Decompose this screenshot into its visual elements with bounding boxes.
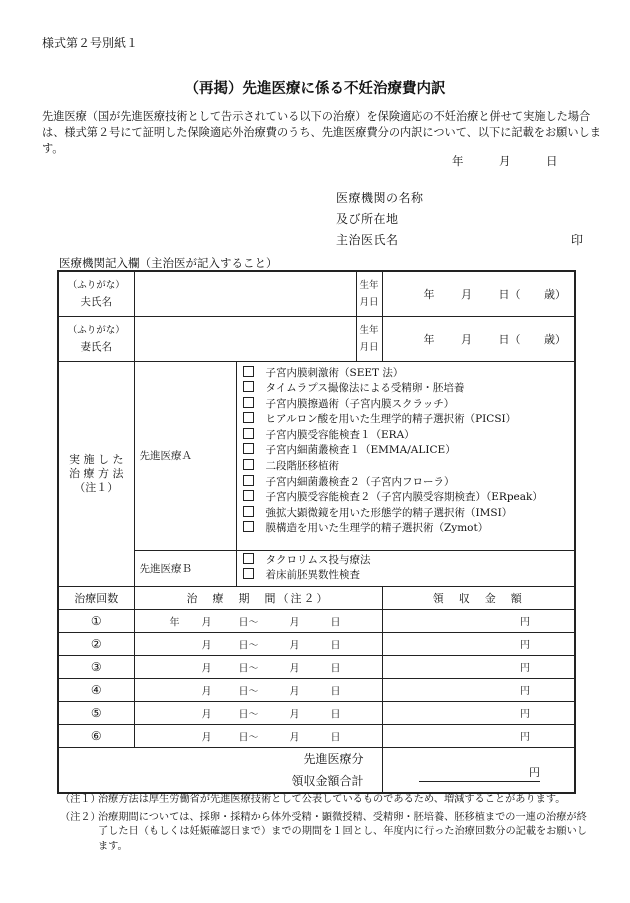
wife-name-label: 妻氏名 bbox=[80, 340, 112, 353]
total-row bbox=[58, 747, 575, 793]
method-a-row bbox=[58, 361, 575, 550]
treatment-period-field[interactable]: 月 日～ 月 日 bbox=[134, 678, 382, 701]
medical-form-table bbox=[57, 270, 576, 794]
col-period-header: 治 療 期 間（注２） bbox=[134, 586, 382, 609]
wife-row bbox=[58, 316, 575, 361]
total-label-2: 領収金額合計 bbox=[291, 773, 364, 788]
method-a-item[interactable]: ヒアルロン酸を用いた生理学的精子選択術（PICSI） bbox=[243, 412, 575, 428]
checkbox[interactable] bbox=[243, 568, 254, 579]
method-a-item[interactable]: 子宮内細菌叢検査２（子宮内フローラ） bbox=[243, 475, 575, 491]
method-b-item[interactable]: タクロリムス投与療法 bbox=[243, 553, 575, 569]
checkbox[interactable] bbox=[243, 428, 254, 439]
husband-name-label: 夫氏名 bbox=[80, 295, 112, 308]
col-count-header: 治療回数 bbox=[58, 586, 134, 609]
method-label-1: 実 施 し た bbox=[69, 452, 124, 466]
method-a-item[interactable]: 二段階胚移植術 bbox=[243, 459, 575, 475]
method-b-list bbox=[236, 550, 575, 586]
husband-birth-label-2: 月日 bbox=[359, 296, 379, 308]
col-amount-header: 領 収 金 額 bbox=[382, 586, 575, 609]
treatment-row bbox=[58, 724, 575, 747]
checkbox[interactable] bbox=[243, 475, 254, 486]
husband-row bbox=[58, 271, 575, 316]
institution-name-label: 医療機関の名称 bbox=[336, 191, 424, 205]
total-yen-label: 円 bbox=[529, 765, 540, 779]
treatment-number: ② bbox=[58, 632, 134, 655]
method-label-cell bbox=[58, 361, 134, 586]
husband-birth-label-cell bbox=[356, 271, 382, 316]
wife-furigana-label: （ふりがな） bbox=[67, 324, 125, 336]
checkbox[interactable] bbox=[243, 381, 254, 392]
treatment-number: ③ bbox=[58, 655, 134, 678]
treatment-row bbox=[58, 678, 575, 701]
note-2: （注２） 治療期間については、採卵・採精から体外受精・顕微授精、受精卵・胚培養、胚移植までの一連の治療が終了した日（もしくは妊娠確認日まで）までの期間を１回とし、年度内に行った治療回数分の記載をお願いします。 bbox=[60, 811, 587, 852]
method-a-item[interactable]: 子宮内膜刺激術（SEET 法） bbox=[243, 366, 575, 382]
date-day-label: 日 bbox=[546, 154, 558, 168]
checkbox[interactable] bbox=[243, 366, 254, 377]
husband-furigana-label: （ふりがな） bbox=[67, 279, 125, 291]
wife-name-label-cell bbox=[58, 316, 134, 361]
treatment-period-field[interactable]: 月 日～ 月 日 bbox=[134, 655, 382, 678]
husband-birth-date-field[interactable] bbox=[382, 271, 575, 316]
method-a-item[interactable]: 膜構造を用いた生理学的精子選択術（Zymot） bbox=[243, 521, 575, 537]
treatment-period-field[interactable]: 月 日～ 月 日 bbox=[134, 724, 382, 747]
total-label-cell bbox=[58, 747, 382, 793]
treatment-number: ④ bbox=[58, 678, 134, 701]
treatment-amount-field[interactable]: 円 bbox=[382, 632, 575, 655]
total-amount-field[interactable] bbox=[382, 747, 575, 793]
husband-name-field[interactable] bbox=[134, 271, 356, 316]
method-a-item[interactable]: 子宮内膜擦過術（子宮内膜スクラッチ） bbox=[243, 397, 575, 413]
method-a-item[interactable]: 強拡大顕微鏡を用いた形態学的精子選択術（IMSI） bbox=[243, 506, 575, 522]
method-a-item[interactable]: 子宮内細菌叢検査１（EMMA/ALICE） bbox=[243, 443, 575, 459]
method-b-row bbox=[58, 550, 575, 586]
treatment-amount-field[interactable]: 円 bbox=[382, 678, 575, 701]
checkbox[interactable] bbox=[243, 459, 254, 470]
date-year-label: 年 bbox=[452, 154, 464, 168]
treatment-amount-field[interactable]: 円 bbox=[382, 655, 575, 678]
treatment-amount-field[interactable]: 円 bbox=[382, 701, 575, 724]
total-underline bbox=[419, 781, 541, 782]
treatment-amount-field[interactable]: 円 bbox=[382, 609, 575, 632]
checkbox[interactable] bbox=[243, 553, 254, 564]
method-a-item[interactable]: 子宮内膜受容能検査２（子宮内膜受容期検査）（ERpeak） bbox=[243, 490, 575, 506]
wife-birth-year: 年 bbox=[423, 332, 435, 346]
form-id: 様式第２号別紙１ bbox=[42, 36, 139, 50]
notes bbox=[60, 793, 590, 854]
treatment-number: ⑥ bbox=[58, 724, 134, 747]
checkbox[interactable] bbox=[243, 506, 254, 517]
wife-birth-label-1: 生年 bbox=[359, 324, 379, 336]
husband-birth-year: 年 bbox=[423, 287, 435, 301]
treatment-number: ⑤ bbox=[58, 701, 134, 724]
checkbox[interactable] bbox=[243, 443, 254, 454]
section-label: 医療機関記入欄（主治医が記入すること） bbox=[59, 256, 278, 270]
wife-birth-label-2: 月日 bbox=[359, 341, 379, 353]
checkbox[interactable] bbox=[243, 521, 254, 532]
treatment-header-row bbox=[58, 586, 575, 609]
treatment-row bbox=[58, 609, 575, 632]
wife-birth-date-field[interactable] bbox=[382, 316, 575, 361]
intro-text: 先進医療（国が先進医療技術として告示されている以下の治療）を保険適応の不妊治療と併せて実施した場合は、様式第２号にて証明した保険適応外治療費のうち、先進医療費分の内訳について、以下に記載をお願いします。 bbox=[42, 110, 601, 155]
husband-age: 歳） bbox=[544, 287, 566, 301]
husband-birth-day: 日（ bbox=[498, 287, 521, 301]
note-1: （注１） 治療方法は厚生労働省が先進医療技術として公表しているものであるため、増減することがあります。 bbox=[60, 794, 566, 805]
date-month-label: 月 bbox=[499, 154, 511, 168]
total-label-1: 先進医療分 bbox=[303, 751, 364, 766]
husband-birth-month: 月 bbox=[461, 287, 472, 301]
treatment-row bbox=[58, 632, 575, 655]
wife-age: 歳） bbox=[544, 332, 566, 346]
wife-birth-label-cell bbox=[356, 316, 382, 361]
treatment-period-field[interactable]: 月 日～ 月 日 bbox=[134, 701, 382, 724]
institution-address-label: 及び所在地 bbox=[336, 212, 399, 226]
treatment-period-field[interactable]: 年 月 日～ 月 日 bbox=[134, 609, 382, 632]
wife-birth-day: 日（ bbox=[498, 332, 521, 346]
treatment-row bbox=[58, 655, 575, 678]
treatment-number: ① bbox=[58, 609, 134, 632]
wife-name-field[interactable] bbox=[134, 316, 356, 361]
wife-birth-month: 月 bbox=[461, 332, 472, 346]
method-b-item[interactable]: 着床前胚異数性検査 bbox=[243, 568, 575, 584]
treatment-period-field[interactable]: 月 日～ 月 日 bbox=[134, 632, 382, 655]
doctor-name-label: 主治医氏名 bbox=[336, 233, 399, 247]
method-label-2: 治 療 方 法 bbox=[69, 466, 124, 480]
seal-mark: 印 bbox=[571, 233, 584, 247]
method-a-item[interactable]: 子宮内膜受容能検査１（ERA） bbox=[243, 428, 575, 444]
checkbox[interactable] bbox=[243, 397, 254, 408]
checkbox[interactable] bbox=[243, 412, 254, 423]
method-b-label: 先進医療Ｂ bbox=[134, 550, 236, 586]
checkbox[interactable] bbox=[243, 490, 254, 501]
husband-birth-label-1: 生年 bbox=[359, 279, 379, 291]
husband-name-label-cell bbox=[58, 271, 134, 316]
page-title: （再掲）先進医療に係る不妊治療費内訳 bbox=[184, 80, 446, 97]
treatment-amount-field[interactable]: 円 bbox=[382, 724, 575, 747]
method-a-label: 先進医療Ａ bbox=[134, 361, 236, 550]
method-a-item[interactable]: タイムラプス撮像法による受精卵・胚培養 bbox=[243, 381, 575, 397]
method-a-list bbox=[236, 361, 575, 550]
method-label-3: （注１） bbox=[74, 480, 119, 494]
treatment-row bbox=[58, 701, 575, 724]
